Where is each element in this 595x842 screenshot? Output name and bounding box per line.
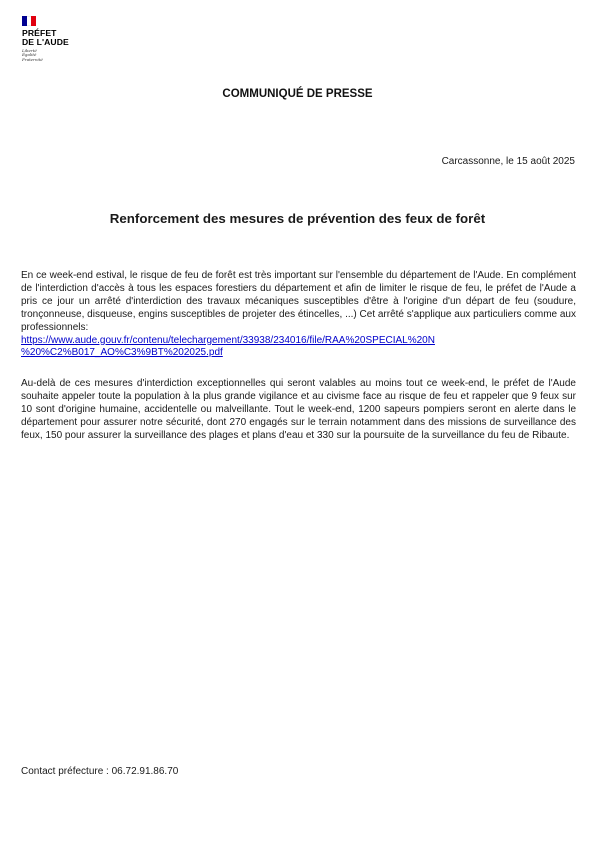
document-type-title: COMMUNIQUÉ DE PRESSE <box>222 88 373 100</box>
prefecture-logo <box>22 16 92 62</box>
dateline: Carcassonne, le 15 août 2025 <box>441 156 575 167</box>
contact-info: Contact préfecture : 06.72.91.86.70 <box>21 766 179 777</box>
republic-motto: Liberté Égalité Fraternité <box>22 48 43 62</box>
french-flag-icon <box>22 16 36 26</box>
press-release-headline: Renforcement des mesures de prévention des feux de forêt <box>109 211 486 226</box>
paragraph-1 <box>21 270 576 360</box>
decree-link-line-2: %20%C2%B017_AO%C3%9BT%202025.pdf <box>21 347 223 359</box>
paragraph-2: Au-delà de ces mesures d'interdiction exceptionnelles qui seront valables au moins tout ce week-end, le préfet de l'Aude souhaite appeler toute la population à la plus grande vigilance et au civisme face au risque de feu et rappeler que 9 feux sur 10 sont d'origine humaine, accidentelle ou malveillante. Tout le week-end, 1200 sapeurs pompiers seront en alerte dans le département pour assurer notre sécurité, dont 270 engagés sur le terrain notamment dans des missions de surveillance des feux, 150 pour assurer la surveillance des plages et plans d'eau et 330 sur la poursuite de la surveillance du feu de Ribaute. <box>21 378 576 441</box>
decree-link[interactable] <box>21 335 576 361</box>
decree-link-line-1: https://www.aude.gouv.fr/contenu/telechargement/33938/234016/file/RAA%20SPECIAL%20N <box>21 334 435 346</box>
paragraph-1-text: En ce week-end estival, le risque de feu de forêt est très important sur l'ensemble du département de l'Aude. En complément de l'interdiction d'accès à tous les espaces forestiers du département et afin de limiter le risque de feu, le préfet de l'Aude a pris ce jour un arrêté d'interdiction des travaux mécaniques susceptibles d'être à l'origine d'un départ de feu (soudure, tronçonneuse, disqueuse, engins susceptibles de projeter des étincelles, ...) Cet arrêté s'applique aux particuliers comme aux professionnels: <box>21 270 576 333</box>
prefect-name: PRÉFET DE L'AUDE <box>22 28 69 47</box>
